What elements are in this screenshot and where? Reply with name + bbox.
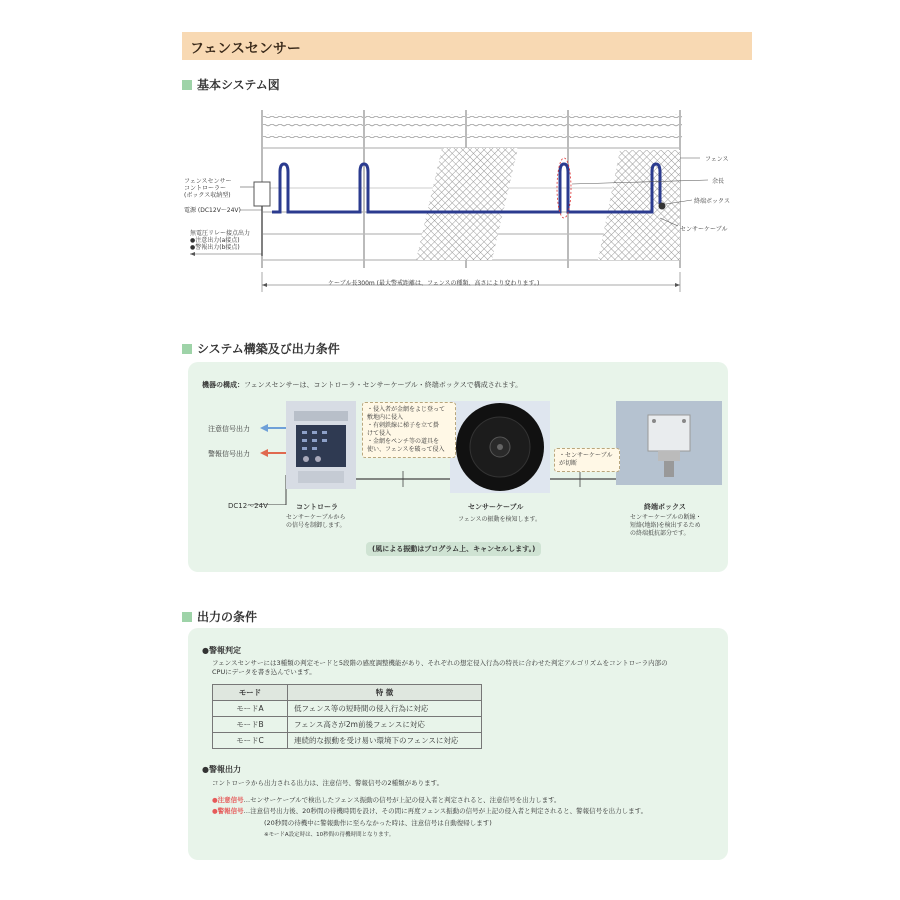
- judge-text: フェンスセンサーには3種類の判定モードと5段階の感度調整機能があり、それぞれの想定侵入行為の特長に合わせた判定アルゴリズムをコントローラ内部の CPUにデータを書き込んでいます。: [212, 659, 668, 676]
- controller-label: フェンスセンサー コントローラー (ボックス収納型): [184, 178, 232, 199]
- cut-note: ・センサーケーブル が切断: [554, 448, 620, 472]
- cable-length-label: ケーブル長300m (最大警戒距離は、フェンスの種類、高さにより変わります。): [328, 280, 540, 287]
- slack-label: 余長: [712, 178, 725, 185]
- caution-signal-text: …センサーケーブルで検出したフェンス振動の信号が上記の侵入者と判定されると、注意信号を出力します。: [243, 796, 561, 804]
- footnote: ※モードA設定時は、10秒間の待機時間となります。: [264, 832, 395, 838]
- caution-signal-label: ●注意信号: [212, 796, 244, 804]
- table-header-mode: モード: [213, 685, 288, 701]
- terminal-box-marker: [659, 203, 666, 210]
- caution-line: [212, 795, 561, 804]
- caution-output-label: 注意信号出力: [208, 425, 250, 433]
- heading-square-icon: [182, 80, 192, 90]
- cable-desc: フェンスの振動を検知します。: [458, 516, 542, 523]
- output-title: ●警報出力: [202, 765, 241, 774]
- system-diagram: [180, 100, 740, 300]
- controller-desc: センサーケーブルから の信号を制御します。: [286, 514, 346, 529]
- table-header-row: [213, 685, 482, 701]
- output-text: コントローラから出力される出力は、注意信号、警報信号の2種類があります。: [212, 779, 444, 787]
- terminal-box-name: 終端ボックス: [644, 503, 686, 511]
- section-heading-text: システム構築及び出力条件: [197, 342, 340, 356]
- wind-note: (風による振動はプログラム上、キャンセルします。): [366, 542, 541, 556]
- alarm-signal-text-2: (20秒間の待機中に警報動作に至らなかった時は、注意信号は自動復帰します): [264, 819, 492, 827]
- alarm-line: [212, 806, 647, 815]
- table-cell-feature: 低フェンス等の短時間の侵入行為に対応: [288, 701, 482, 717]
- table-cell-mode: モードB: [213, 717, 288, 733]
- mesh-patch-2: [598, 150, 680, 260]
- judge-title: ●警報判定: [202, 646, 241, 655]
- page-title: フェンスセンサー: [190, 41, 301, 57]
- table-cell-mode: モードC: [213, 733, 288, 749]
- terminal-box-image: [616, 401, 722, 485]
- cable-reel-image: [450, 401, 550, 493]
- section-heading-text: 基本システム図: [197, 78, 280, 92]
- intrusion-note: ・侵入者が金網をよじ登って 敷地内に侵入 ・有刺鉄線に梯子を立て掛 けて侵入 ・金網をペンチ等の道具を 使い、フェンスを破って侵入: [362, 402, 456, 458]
- mode-table: [212, 684, 482, 749]
- controller-image: [286, 401, 356, 489]
- barbed-wire-low: [262, 134, 682, 138]
- table-row: [213, 717, 482, 733]
- heading-square-icon: [182, 612, 192, 622]
- config-text: フェンスセンサーは、コントローラ・センサーケーブル・終端ボックスで構成されます。: [244, 381, 523, 389]
- section-heading-system: [182, 340, 340, 357]
- config-line: [202, 380, 522, 390]
- table-row: [213, 733, 482, 749]
- table-row: [213, 701, 482, 717]
- alarm-signal-text: …注意信号出力後、20秒間の待機時間を設け、その間に再度フェンス振動の信号が上記の侵入者と判定されると、警報信号を出力します。: [243, 807, 648, 815]
- controller-box: [254, 182, 270, 206]
- relay-label: 無電圧リレー接点出力 ●注意出力(a接点) ●警報出力(b接点): [190, 230, 251, 251]
- section-heading-output: [182, 608, 257, 625]
- heading-square-icon: [182, 344, 192, 354]
- dc-label: DC12〜24V: [228, 502, 268, 510]
- alarm-output-label: 警報信号出力: [208, 450, 250, 458]
- component-diagram: [188, 395, 728, 505]
- terminal-box-desc: センサーケーブルの断線・ 短絡(地絡)を検出するため の終端抵抗部分です。: [630, 514, 702, 537]
- table-cell-feature: 連続的な振動を受け易い環境下のフェンスに対応: [288, 733, 482, 749]
- barbed-wire-mid: [262, 124, 682, 128]
- mesh-patch-1: [416, 148, 518, 260]
- table-cell-feature: フェンス高さが2m前後フェンスに対応: [288, 717, 482, 733]
- table-header-feature: 特 徴: [288, 685, 482, 701]
- table-cell-mode: モードA: [213, 701, 288, 717]
- section-heading-text: 出力の条件: [197, 610, 258, 624]
- controller-name: コントローラ: [296, 503, 338, 511]
- page-title-bar: [182, 32, 752, 60]
- power-label: 電源 (DC12V〜24V): [184, 207, 241, 214]
- cable-name: センサーケーブル: [468, 503, 524, 511]
- terminal-box-label: 終端ボックス: [694, 198, 730, 205]
- sensor-cable-label: センサーケーブル: [680, 226, 728, 233]
- barbed-wire-top: [262, 114, 682, 118]
- section-heading-basic: [182, 76, 280, 93]
- alarm-signal-label: ●警報信号: [212, 807, 244, 815]
- fence-label: フェンス: [705, 156, 729, 163]
- config-label: 機器の構成：: [202, 381, 244, 389]
